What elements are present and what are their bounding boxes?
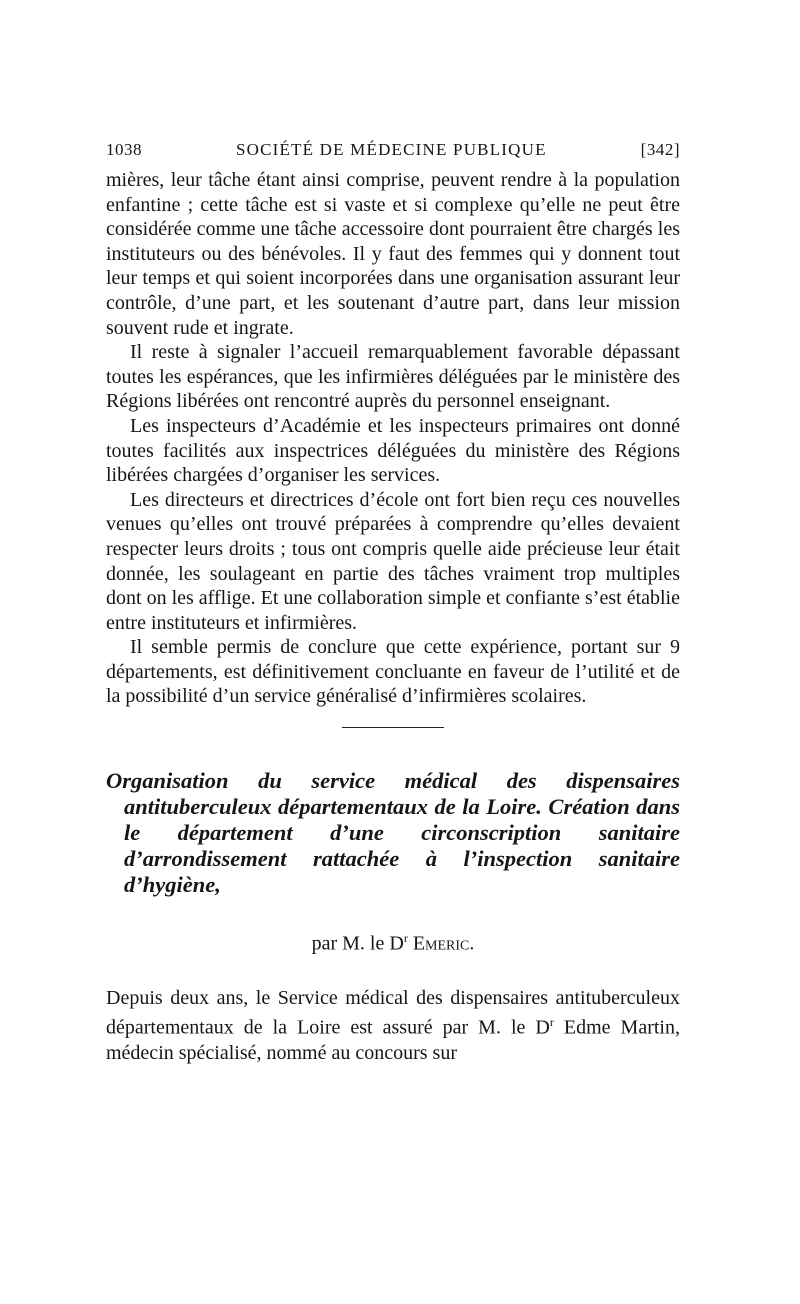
paragraph-reception: Il reste à signaler l’accueil remarquablement favorable dépassant toutes les espérances, que les infirmières déléguées par le ministère des Régions libérées ont rencontré auprès du personnel enseignant. <box>106 341 680 413</box>
body-text <box>106 168 680 709</box>
running-title: SOCIÉTÉ DE MÉDECINE PUBLIQUE <box>235 140 547 159</box>
folio-number: [342] <box>640 140 680 159</box>
author-byline <box>106 926 680 956</box>
paragraph-service <box>106 986 680 1065</box>
paragraph-directors: Les directeurs et directrices d’école ont fort bien reçu ces nouvelles venues qu’elles ont trouvé préparées à comprendre qu’elles devaient respecter leurs droits ; tous ont compris quelle aide précieuse leur était donnée, les soulageant en partie des tâches vraiment trop multiples dont on les afflige. Et une collaboration simple et confiante s’est établie entre instituteurs et infirmières. <box>106 488 680 634</box>
closing-part-1: Depuis deux ans, le Service médical des dispensaires antituberculeux départementaux de la Loire est assuré par M. le D <box>106 986 680 1039</box>
closing-superscript: r <box>549 1015 554 1030</box>
page-number: 1038 <box>106 140 142 159</box>
paragraph-conclusion: Il semble permis de conclure que cette expérience, portant sur 9 départements, est définitivement concluante en faveur de l’utilité et de la possibilité d’un service généralisé d’infirmières scolaires. <box>106 636 680 708</box>
document-page <box>106 140 680 1065</box>
running-head <box>106 140 680 168</box>
byline-prefix: par M. le D <box>311 932 404 955</box>
byline-superscript: r <box>403 931 408 946</box>
section-divider <box>342 727 444 728</box>
paragraph-continuation: mières, leur tâche étant ainsi comprise, peuvent rendre à la population enfantine ; cette tâche est si vaste et si complexe qu’elle ne peut être considérée comme une tâche accessoire dont pourraient être chargés les instituteurs ou des bénévoles. Il y faut des femmes qui y donnent tout leur temps et qui soient incorporées dans une organisation assurant leur contrôle, d’une part, et les soutenant d’autre part, dans leur mission souvent rude et ingrate. <box>106 169 680 339</box>
author-name: Emeric. <box>412 932 475 955</box>
paragraph-inspectors: Les inspecteurs d’Académie et les inspecteurs primaires ont donné toutes facilités aux inspectrices déléguées du ministère des Régions libérées chargées d’organiser les services. <box>106 414 680 487</box>
closing-part-2: Edme Martin, médecin spécialisé, nommé au concours sur <box>106 1016 680 1064</box>
closing-text <box>106 986 680 1065</box>
section-title: Organisation du service médical des dispensaires antituberculeux départementaux de la Loire. Création dans le département d’une circonscription sanitaire d’arrondissement rattachée à l’inspection sanitaire d’hygiène, <box>106 768 680 898</box>
